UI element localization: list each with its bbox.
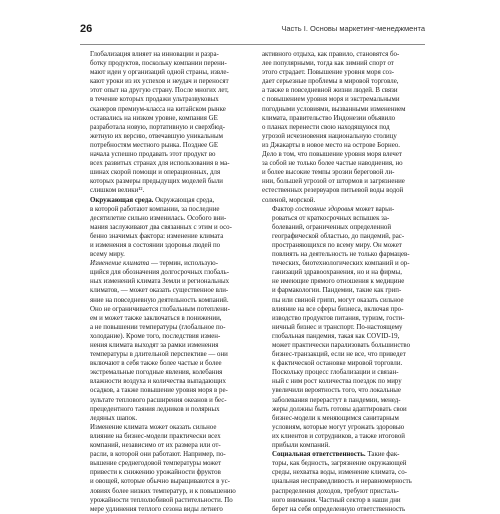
text-line: а также в повседневной жизни людей. В связи — [262, 87, 398, 95]
text-line: пы или свиной грипп, могут оказать сильное — [272, 296, 404, 304]
text-line: роваться от краткосрочных вспышек за- — [272, 214, 390, 222]
text-line: и более высокие темпы эрозии береговой ли- — [262, 169, 395, 177]
text-line: бизнес-транзакций, если не все, что приведет — [272, 351, 406, 359]
paragraph-climate-continued — [262, 50, 425, 205]
page-number: 26 — [80, 23, 93, 35]
text-line: ных изменений климата Земли и региональных — [90, 278, 230, 286]
text-line: в течение которых продажи ультразвуковых — [90, 96, 219, 104]
text-line: Изменение климата может оказать сильное — [90, 423, 217, 431]
text-line: из Джакарты в новое место на острове Борнео. — [262, 141, 400, 149]
text-line: дает серьезные проблемы в мировой торговле, — [262, 78, 399, 86]
text-line: не имеющие прямого отношения к медицине — [272, 278, 405, 286]
text-line: кают уроки из их успехов и неудач и переносят — [90, 78, 229, 86]
text-line: мере удлинения теплого сезона виды летнего — [90, 505, 223, 513]
text-line: жетную их версию, отвечавшую уникальным — [90, 132, 223, 140]
text-line: погодными условиями, вызванными изменением — [262, 105, 406, 113]
text-line: щийся для обозначения долгосрочных глобаль- — [90, 269, 229, 277]
text-line: и изменения в состоянии здоровья людей по — [90, 241, 221, 249]
page-header — [80, 20, 425, 45]
text-line: берет на себя определенную ответственность — [272, 505, 406, 513]
text-line: прецедентного таяния ледников и полярных — [90, 405, 220, 413]
text-line: жеры должны быть готовы адаптировать свои — [272, 405, 407, 413]
text-line: мания заслуживают два связанных с этим и осо- — [90, 223, 232, 231]
text-line: распределения доходов, требуют присталь- — [272, 487, 399, 495]
text-line: влияние на все сферы бизнеса, включая про- — [272, 305, 404, 313]
text-line: бизнес-модели к меняющимся санитарным — [272, 414, 399, 422]
text-line: географической областью, до пандемий, рас- — [272, 232, 405, 240]
text-line: циальная несправедливость и неравномерность — [272, 478, 412, 486]
text-line: тических, биотехнологических компаний и ор- — [272, 260, 410, 268]
text-line: ный с ним рост количества поездок по миру — [272, 378, 402, 386]
text-line: Изменение климата — термин, использую- — [90, 260, 218, 268]
text-line: и фармакологии. Пандемии, такие как грип- — [272, 287, 402, 295]
climate-change-term: Изменение климата — [90, 260, 150, 268]
text-line: всех развитых странах для использования в ма- — [90, 160, 230, 168]
text-line: Окружающая среда. Окружающая среда, — [90, 196, 215, 204]
text-line: глобальная пандемия, такая как COVID-19, — [272, 332, 400, 340]
text-line: влияние на бизнес-модели практически всех — [90, 432, 221, 440]
text-line: с повышением уровня моря и экстремальными — [262, 96, 400, 104]
text-line: бенно значимых фактора: изменение климата — [90, 232, 224, 240]
text-line: лее популярными, тогда как зимний спорт от — [262, 60, 394, 68]
text-line: холодание). Кроме того, последствия измен- — [90, 332, 221, 340]
text-line: этого страдает. Повышение уровня моря соз- — [262, 69, 395, 77]
text-line: вышение среднегодовой температуры может — [90, 460, 222, 468]
text-line: влажности воздуха и количества выпадающих — [90, 378, 226, 386]
health-term: состояние здоровья — [295, 205, 354, 213]
text-line: Глобализация влияет на инновации и разра- — [90, 51, 219, 58]
text-line: потребностям местного рынка. Позднее GE — [90, 141, 219, 149]
text-line: пространяющихся по всему миру. Он может — [272, 241, 402, 249]
text-line: нии, большей угрозой от штормов и загрязнение — [262, 178, 405, 186]
text-line: зультате теплового расширения океанов и бес- — [90, 396, 227, 404]
social-responsibility-heading: Социальная ответственность. — [272, 451, 366, 459]
text-line: нения климата выходят за рамки изменения — [90, 342, 219, 349]
text-line: ем и может также заключаться в понижении, — [90, 314, 222, 322]
text-line: шинах скорой помощи и операционных, для — [90, 169, 221, 177]
paragraph-climate-impact — [80, 423, 243, 514]
paragraph-globalization — [80, 50, 243, 196]
text-line: яние на повседневную деятельность компаний. — [90, 296, 229, 304]
text-line: ловиях более низких температур, и к повышению — [90, 487, 236, 495]
text-line: оставались на низком уровне, компания GE — [90, 114, 218, 122]
paragraph-health — [262, 205, 425, 451]
text-line: ничный бизнес и транспорт. По-настоящему — [272, 323, 403, 331]
text-line: которых размеры предыдущих моделей были — [90, 178, 223, 186]
text-line: десятилетие сильно изменилась. Особого вни- — [90, 214, 227, 222]
text-line: климата, правительство Индонезии объявило — [262, 114, 396, 122]
text-line: естественных резервуаров питьевой воды водой — [262, 187, 404, 195]
text-line: прибыли компаний. — [272, 442, 331, 450]
right-column — [262, 50, 425, 514]
text-line: разработала новую, портативную и сверхбюд- — [90, 123, 226, 131]
text-line: среды, нехватка воды, изменение климата, со- — [272, 469, 407, 477]
text-line: условиям, которые могут угрожать здоровью — [272, 423, 405, 431]
text-line: активного отдыха, как правило, становятся бо- — [262, 51, 400, 58]
text-line: расли, в которой они работают. Например, по- — [90, 451, 226, 459]
left-column — [80, 50, 243, 514]
paragraph-climate-change — [80, 259, 243, 423]
text-line: за собой не только более частые наводнения, но — [262, 160, 403, 168]
text-line: их клиентов и сотрудников, а также итоговой — [272, 432, 405, 440]
text-line: соленой, морской. — [262, 196, 316, 204]
text-line: угрозой исчезновения национальную столицу — [262, 132, 397, 140]
text-line: Социальная ответственность. Такие фак- — [272, 451, 400, 459]
text-line: температуры в длительной перспективе — они — [90, 351, 228, 359]
text-line: ного внимания. Частный сектор в наши дни — [272, 496, 401, 504]
text-line: экстремальные погодные явления, колебания — [90, 369, 223, 377]
text-line: в которой работают компании, за последние — [90, 205, 220, 213]
text-line: начала успешно продавать этот продукт во — [90, 151, 216, 159]
paragraph-environment — [80, 196, 243, 260]
text-line: ганизаций здравоохранения, но и на фирмы, — [272, 269, 402, 277]
text-line: мают идеи у организаций одной страны, извле- — [90, 69, 229, 77]
text-line: изводство продуктов питания, туризм, гости- — [272, 314, 405, 322]
text-line: Дело в том, что повышение уровня моря влечет — [262, 151, 402, 159]
text-line: и овощей, которые обычно выращиваются в ус- — [90, 478, 230, 486]
text-line: этот опыт на другую страну. После многих лет, — [90, 87, 229, 95]
text-line: компаний, независимо от их размера или от- — [90, 442, 221, 450]
text-line: Фактор состояние здоровья может варьи- — [272, 205, 395, 213]
text-line: включают в себя также более частые и более — [90, 360, 222, 368]
text-line: болеваний, ограниченных определенной — [272, 223, 392, 231]
text-line: урожайности теплолюбивой растительности. По — [90, 496, 233, 504]
environment-heading: Окружающая среда. — [90, 196, 154, 204]
text-line: всему миру. — [90, 251, 125, 259]
text-line: слишком велики¹². — [90, 187, 145, 195]
text-line: увеличили вероятность того, что локальные — [272, 387, 401, 395]
text-line: заболевания перерастут в пандемии, менед- — [272, 396, 401, 404]
text-line: привести к снижению урожайности фруктов — [90, 469, 221, 477]
text-line: Поскольку процесс глобализации и связан- — [272, 369, 399, 377]
text-line: климатов, — может оказать существенное вли- — [90, 287, 229, 295]
text-line: к фактической остановке мировой торговли. — [272, 360, 403, 368]
text-line: Оно не ограничивается глобальным потеплени- — [90, 305, 230, 313]
running-head: Часть I. Основы маркетинг-менеджмента — [281, 24, 425, 33]
text-line: ледяных шапок. — [90, 414, 138, 422]
text-line: торы, как бедность, загрязнение окружающей — [272, 460, 407, 468]
text-line: может практически парализовать большинство — [272, 342, 411, 349]
text-line: о планах перенести свою находящуюся под — [262, 123, 390, 131]
text-line: ботку продуктов, поскольку компании перени- — [90, 60, 227, 68]
text-line: осадков, а также повышение уровня моря в ре- — [90, 387, 228, 395]
text-line: а не повышении температуры (глобальное по- — [90, 323, 226, 331]
text-line: сканеров премиум-класса на китайском рынке — [90, 105, 226, 113]
text-line: повлиять на деятельность не только фармацев- — [272, 251, 410, 259]
paragraph-social-responsibility — [262, 450, 425, 514]
